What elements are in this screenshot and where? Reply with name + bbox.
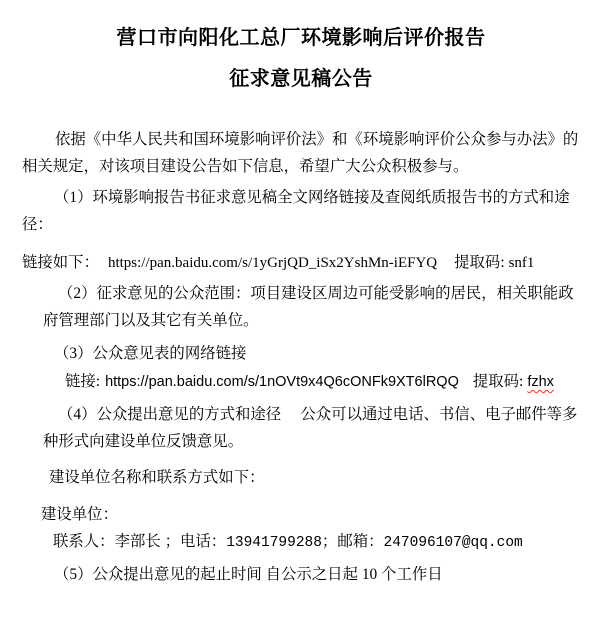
contact-separator-2: ； (321, 533, 338, 550)
opinion-code-label: 提取码: (472, 373, 524, 390)
contact-separator-1: ； (160, 533, 181, 550)
item-2-public-scope: （2）征求意见的公众范围：项目建设区周边可能受影响的居民，相关职能政府管理部门以及其它有关单位。 (43, 285, 574, 329)
report-extraction-code: snf1 (508, 255, 535, 271)
item-5-comment-period: （5）公众提出意见的起止时间 自公示之日起 10 个工作日 (54, 566, 443, 583)
item-1-report-access: （1）环境影响报告书征求意见稿全文网络链接及查阅纸质报告书的方式和途径： (22, 189, 570, 233)
report-link-url: https://pan.baidu.com/s/1yGrjQD_iSx2YshMn-iEFYQ (107, 255, 438, 271)
report-link-label: 链接如下： (22, 254, 99, 271)
contact-person-name: 李部长 (114, 533, 161, 550)
contact-phone-label: 电话： (180, 533, 227, 550)
opinion-form-link-line (22, 368, 580, 396)
contact-phone-number: 13941799288 (226, 535, 322, 551)
opinion-extraction-code: fzhx (527, 374, 554, 390)
contact-email-label: 邮箱： (337, 533, 384, 550)
document-title-line2: 征求意见稿公告 (229, 68, 373, 90)
contact-email-address: 247096107@qq.com (383, 535, 523, 551)
document-title-line1: 营口市向阳化工总厂环境影响后评价报告 (116, 27, 486, 49)
item-3-opinion-form-link-heading: （3）公众意见表的网络链接 (54, 345, 247, 362)
item-4-feedback-methods: （4）公众提出意见的方式和途径 公众可以通过电话、书信、电子邮件等多种形式向建设单位反馈意见。 (43, 406, 578, 450)
report-code-label: 提取码: (454, 254, 505, 271)
contact-info-line (22, 528, 580, 557)
report-link-line (22, 249, 580, 277)
contact-intro-line: 建设单位名称和联系方式如下： (49, 469, 265, 486)
opinion-link-label: 链接: (65, 373, 101, 390)
contact-person-label: 联系人： (53, 533, 115, 550)
intro-paragraph: 依据《中华人民共和国环境影响评价法》和《环境影响评价公众参与办法》的相关规定，对该项目建设公告如下信息，希望广大公众积极参与。 (22, 131, 579, 175)
construction-unit-label: 建设单位： (41, 506, 118, 523)
opinion-link-url: https://pan.baidu.com/s/1nOVt9x4Q6cONFk9XT6lRQQ (105, 374, 459, 390)
